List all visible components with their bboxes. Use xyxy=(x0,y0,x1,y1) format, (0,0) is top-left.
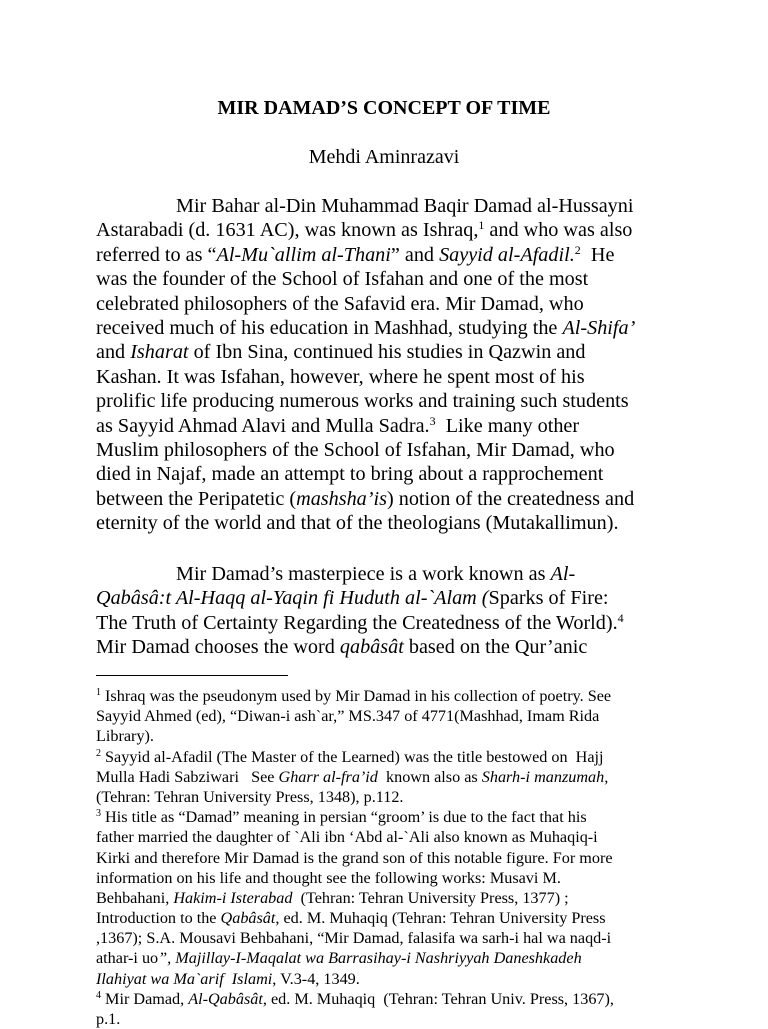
text-run: , ed. M. Muhaqiq (Tehran: Tehran Univ. Press, 1367), xyxy=(262,989,614,1008)
text-line xyxy=(96,726,676,746)
footnote-1 xyxy=(96,686,676,706)
author-name: Mehdi Aminrazavi xyxy=(308,146,460,168)
text-line xyxy=(96,292,676,316)
text-line xyxy=(96,462,676,486)
footnote-4 xyxy=(96,989,676,1009)
text-run: Mir Damad’s masterpiece is a work known as xyxy=(176,563,551,585)
italic-term: Ilahiyat wa Ma`arif Islami xyxy=(96,969,273,988)
text-run: Mir Damad, xyxy=(101,989,189,1008)
italic-term: Al-Shifa’ xyxy=(562,316,636,339)
footnote-2 xyxy=(96,747,676,767)
text-line xyxy=(96,218,676,242)
text-line xyxy=(96,848,676,868)
text-run: based on the Qur’anic xyxy=(403,636,588,659)
text-line xyxy=(96,487,676,511)
text-line xyxy=(96,267,676,291)
text-line xyxy=(96,948,676,968)
text-run: His title as “Damad” meaning in persian “groom’ is due to the fact that his xyxy=(101,808,587,827)
text-line xyxy=(96,562,676,586)
italic-term: Qabâsât xyxy=(220,909,276,928)
text-run: The Truth of Certainty Regarding the Createdness of the World). xyxy=(96,611,618,634)
text-run: referred to as “ xyxy=(96,243,217,266)
text-run: and xyxy=(96,341,131,364)
footnote-number: 3 xyxy=(96,808,101,820)
text-run: known also as xyxy=(377,767,482,786)
text-run: p.1. xyxy=(96,1010,121,1028)
paragraph-1 xyxy=(96,194,676,535)
text-line xyxy=(96,340,676,364)
text-line xyxy=(96,438,676,462)
text-run: (Tehran: Tehran University Press, 1348), p.112. xyxy=(96,787,404,806)
text-run: , ed. M. Muhaqiq (Tehran: Tehran University Press xyxy=(275,909,606,928)
text-line xyxy=(96,316,676,340)
text-run: Astarabadi (d. 1631 AC), was known as Ishraq, xyxy=(96,219,479,242)
text-run: as Sayyid Ahmad Alavi and Mulla Sadra. xyxy=(96,414,430,437)
text-run: ) notion of the createdness and xyxy=(386,487,635,510)
italic-term: Hakim-i Isterabad xyxy=(173,888,293,907)
page-title: MIR DAMAD’S CONCEPT OF TIME xyxy=(217,97,551,119)
text-run: Library). xyxy=(96,727,154,746)
text-run: between the Peripatetic ( xyxy=(96,487,297,510)
text-run: information on his life and thought see the following works: Musavi M. xyxy=(96,868,561,887)
text-run: father married the daughter of `Ali ibn ‘Abd al-`Ali also known as Muhaqiq-i xyxy=(96,828,598,847)
italic-term: Sharh-i manzumah, xyxy=(481,767,609,786)
footnote-ref-4[interactable]: 4 xyxy=(617,610,624,625)
text-run: Mir Damad chooses the word xyxy=(96,636,340,659)
text-line xyxy=(96,767,676,787)
italic-term: mashsha’is xyxy=(296,487,387,510)
italic-term: Gharr al-fra’id xyxy=(278,767,378,786)
text-line xyxy=(96,194,676,218)
text-run: Like many other xyxy=(435,414,580,437)
italic-term: qabâsât xyxy=(339,636,404,659)
text-run: was the founder of the School of Isfahan and one of the most xyxy=(96,268,589,291)
italic-term: Al- xyxy=(550,563,576,585)
footnote-number: 1 xyxy=(96,687,101,698)
italic-term: Qabâsâ:t Al-Haqq al-Yaqin fi Huduth al-`Alam ( xyxy=(96,587,489,610)
text-line xyxy=(96,511,676,535)
italic-term: Isharat xyxy=(130,341,189,364)
text-run: He xyxy=(580,243,615,266)
text-run: Mir Bahar al-Din Muhammad Baqir Damad al-Hussayni xyxy=(176,195,634,217)
text-run: Kashan. It was Isfahan, however, where he spent most of his xyxy=(96,365,585,388)
italic-term: Al-Mu`allim al-Thani xyxy=(216,243,391,266)
footnote-ref-1[interactable]: 1 xyxy=(478,218,485,233)
text-run: ” and xyxy=(390,243,440,266)
text-line xyxy=(96,827,676,847)
paragraph-2 xyxy=(96,562,676,660)
italic-term: Sayyid al-Afadil. xyxy=(439,243,575,266)
footnote-number: 2 xyxy=(96,747,101,759)
footnotes xyxy=(96,686,676,1029)
text-run: received much of his education in Mashhad, studying the xyxy=(96,316,563,339)
text-run: eternity of the world and that of the theologians (Mutakallimun). xyxy=(96,512,619,535)
text-run: of Ibn Sina, continued his studies in Qazwin and xyxy=(188,341,586,364)
text-line xyxy=(96,868,676,888)
text-run: Introduction to the xyxy=(96,909,221,928)
text-run: ,1367); S.A. Mousavi Behbahani, “Mir Damad, falasifa wa sarh-i hal wa naqd-i xyxy=(96,929,612,948)
text-run: , V.3-4, 1349. xyxy=(272,969,360,988)
text-line xyxy=(96,787,676,807)
text-run: and who was also xyxy=(484,219,633,242)
text-line xyxy=(96,706,676,726)
text-line xyxy=(96,586,676,610)
text-run: Sayyid al-Afadil (The Master of the Learned) was the title bestowed on Hajj xyxy=(101,747,604,766)
footnote-3 xyxy=(96,807,676,827)
text-line xyxy=(96,611,676,635)
text-line xyxy=(96,389,676,413)
text-run: Mulla Hadi Sabziwari See xyxy=(96,767,279,786)
footnote-ref-3[interactable]: 3 xyxy=(429,413,436,428)
text-run: died in Najaf, made an attempt to bring about a rapprochement xyxy=(96,463,604,486)
italic-term: Al-Qabâsât xyxy=(188,989,263,1008)
text-run: Ishraq was the pseudonym used by Mir Damad in his collection of poetry. See xyxy=(101,687,612,705)
text-line xyxy=(96,414,676,438)
text-line xyxy=(96,888,676,908)
text-run: Muslim philosophers of the School of Isfahan, Mir Damad, who xyxy=(96,438,615,461)
text-run: (Tehran: Tehran University Press, 1377) ; xyxy=(292,888,569,907)
text-line xyxy=(96,1009,676,1029)
text-run: athar-i uo xyxy=(96,949,159,968)
footnote-separator xyxy=(96,675,288,676)
text-line xyxy=(96,635,676,659)
text-run: celebrated philosophers of the Safavid era. Mir Damad, who xyxy=(96,292,584,315)
text-run: Behbahani, xyxy=(96,888,174,907)
text-run: Kirki and therefore Mir Damad is the grand son of this notable figure. For more xyxy=(96,848,613,867)
footnote-ref-2[interactable]: 2 xyxy=(574,242,581,257)
text-run: Sparks of Fire: xyxy=(488,587,609,610)
text-line xyxy=(96,969,676,989)
text-line xyxy=(96,243,676,267)
italic-term: ”, Majillay-I-Maqalat wa Barrasihay-i Nashriyyah Daneshkadeh xyxy=(158,949,582,968)
text-line xyxy=(96,928,676,948)
text-run: prolific life producing numerous works and training such students xyxy=(96,390,629,413)
text-line xyxy=(96,908,676,928)
text-line xyxy=(96,365,676,389)
footnote-number: 4 xyxy=(96,989,101,1001)
text-run: Sayyid Ahmed (ed), “Diwan-i ash`ar,” MS.347 of 4771(Mashhad, Imam Rida xyxy=(96,707,600,726)
